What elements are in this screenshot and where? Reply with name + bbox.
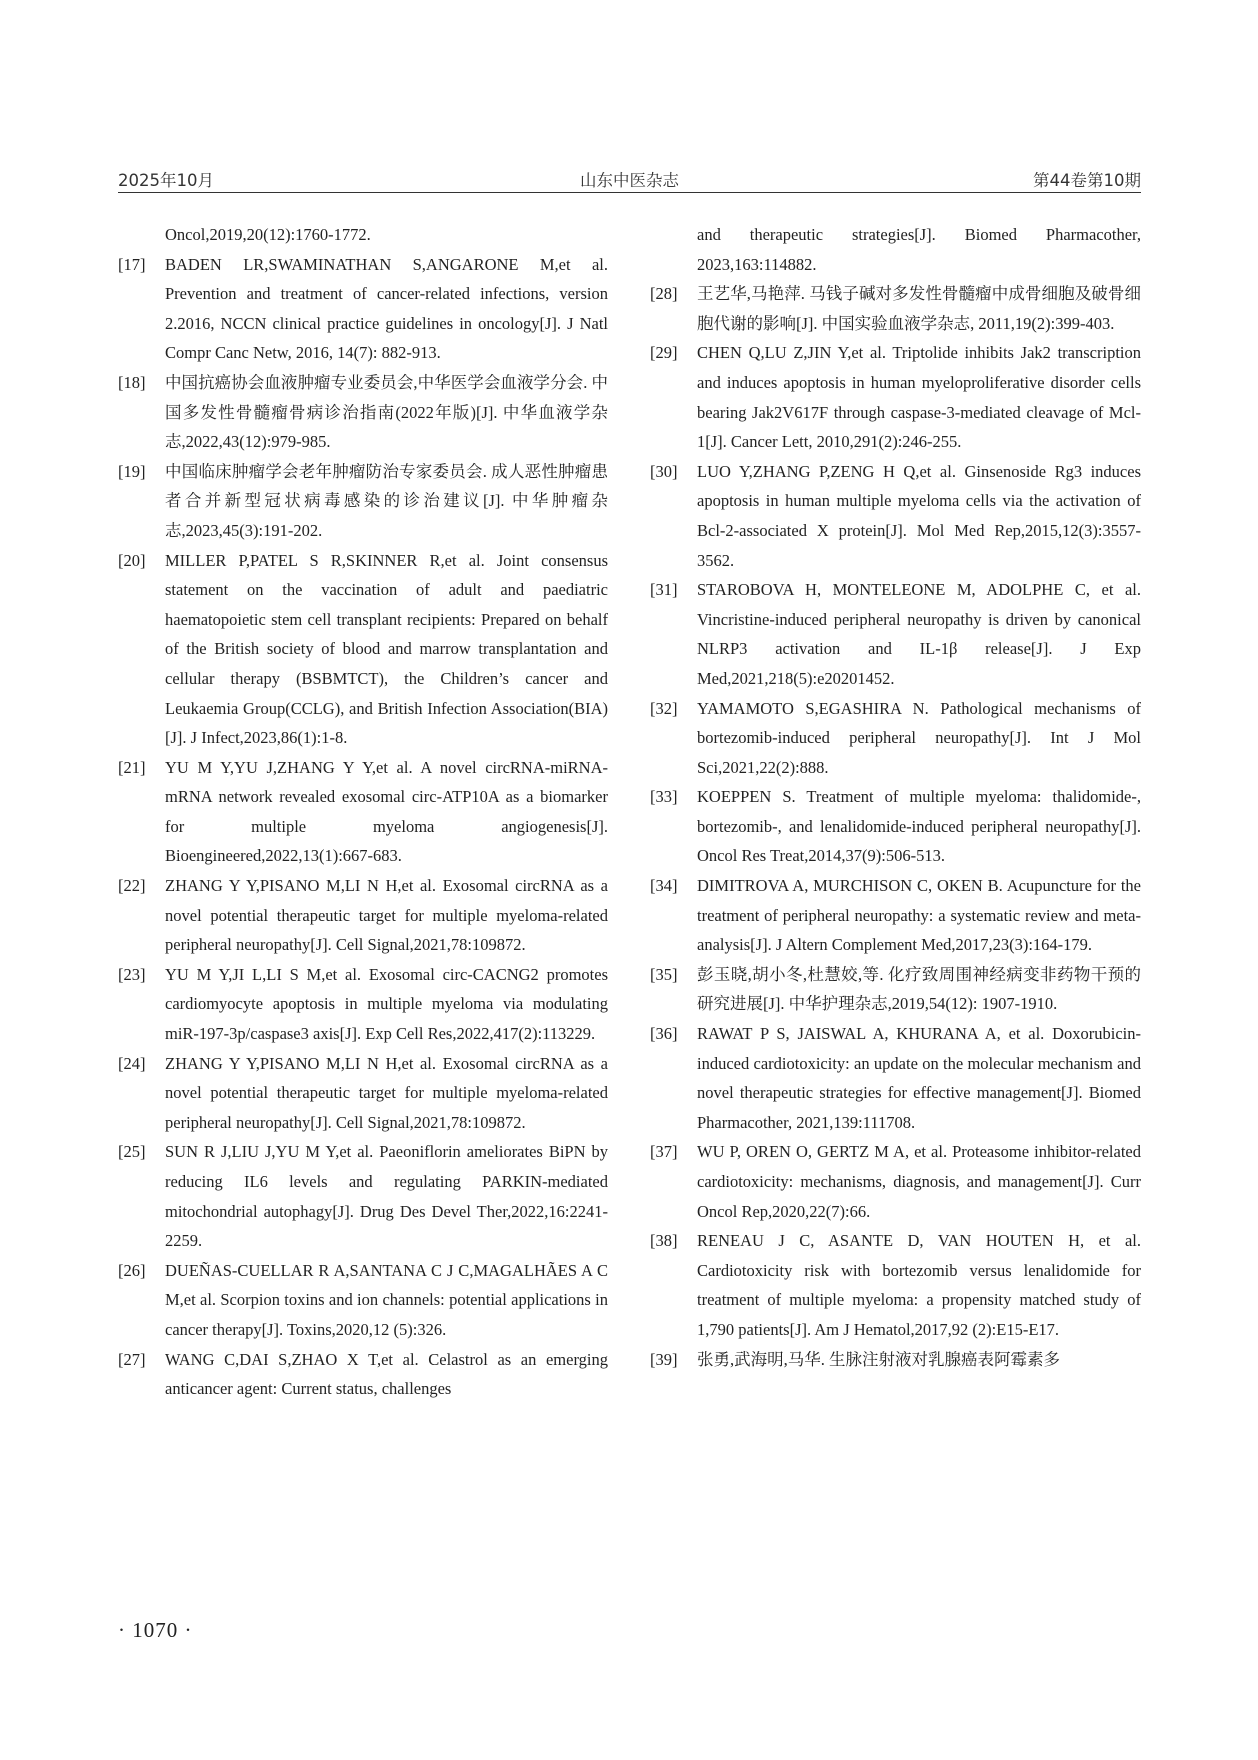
reference-item [650, 575, 1141, 693]
reference-number: [28] [650, 284, 678, 304]
reference-number: [20] [118, 550, 146, 570]
reference-number: [35] [650, 964, 678, 984]
reference-text: WU P, OREN O, GERTZ M A, et al. Proteasome inhibitor-related cardiotoxicity: mechanisms, diagnosis, and management[J]. Curr Oncol Rep,2020,22(7):66. [697, 1142, 1141, 1221]
reference-text: LUO Y,ZHANG P,ZENG H Q,et al. Ginsenoside Rg3 induces apoptosis in human multiple myeloma cells via the activation of Bcl-2-associated X protein[J]. Mol Med Rep,2015,12(3):3557-3562. [697, 461, 1141, 570]
reference-item [650, 338, 1141, 456]
reference-text: RENEAU J C, ASANTE D, VAN HOUTEN H, et al. Cardiotoxicity risk with bortezomib versus lenalidomide for treatment of multiple myeloma: a propensity matched study of 1,790 patients[J]. Am J Hematol,2017,92 (2):E15-E17. [697, 1231, 1141, 1339]
header-journal-title: 山东中医杂志 [580, 171, 679, 190]
reference-item [650, 1019, 1141, 1137]
reference-text: CHEN Q,LU Z,JIN Y,et al. Triptolide inhibits Jak2 transcription and induces apoptosis in human myeloproliferative disorder cells bearing Jak2V617F through caspase-3-mediated cleavage of Mcl-1[J]. Cancer Lett, 2010,291(2):246-255. [697, 343, 1141, 452]
header-volume-issue: 第44卷第10期 [1033, 171, 1141, 190]
reference-item [118, 457, 608, 546]
reference-number: [30] [650, 461, 678, 481]
reference-text: STAROBOVA H, MONTELEONE M, ADOLPHE C, et al. Vincristine-induced peripheral neuropathy is driven by canonical NLRP3 activation and IL-1β release[J]. J Exp Med,2021,218(5):e20201452. [697, 580, 1141, 688]
reference-item [118, 546, 608, 753]
reference-item [650, 694, 1141, 783]
reference-text: MILLER P,PATEL S R,SKINNER R,et al. Joint consensus statement on the vaccination of adult and paediatric haematopoietic stem cell transplant recipients: Prepared on behalf of the British society of blood and marrow transplantation and cellular therapy (BSBMTCT), the Children’s cancer and Leukaemia Group(CCLG), and British Infection Association(BIA) [J]. J Infect,2023,86(1):1-8. [165, 550, 608, 748]
reference-item [118, 1049, 608, 1138]
reference-number: [39] [650, 1349, 678, 1369]
reference-text: RAWAT P S, JAISWAL A, KHURANA A, et al. Doxorubicin-induced cardiotoxicity: an update on the molecular mechanism and novel therapeutic strategies for effective management[J]. Biomed Pharmacother, 2021,139:111708. [697, 1024, 1141, 1132]
reference-item [118, 1256, 608, 1345]
page-number: · 1070 · [118, 1618, 193, 1642]
reference-item [650, 279, 1141, 338]
reference-number: [25] [118, 1142, 146, 1162]
reference-text: 王艺华,马艳萍. 马钱子碱对多发性骨髓瘤中成骨细胞及破骨细胞代谢的影响[J]. 中国实验血液学杂志, 2011,19(2):399-403. [697, 284, 1141, 333]
reference-item [650, 1137, 1141, 1226]
reference-continuation [650, 220, 1141, 279]
reference-item [650, 457, 1141, 575]
reference-number: [38] [650, 1231, 678, 1251]
reference-item [118, 1345, 608, 1404]
reference-number: [31] [650, 580, 678, 600]
reference-text: YU M Y,JI L,LI S M,et al. Exosomal circ-CACNG2 promotes cardiomyocyte apoptosis in multiple myeloma via modulating miR-197-3p/caspase3 axis[J]. Exp Cell Res,2022,417(2):113229. [165, 964, 608, 1044]
reference-text: ZHANG Y Y,PISANO M,LI N H,et al. Exosomal circRNA as a novel potential therapeutic target for multiple myeloma-related peripheral neuropathy[J]. Cell Signal,2021,78:109872. [165, 876, 608, 955]
reference-item [650, 1226, 1141, 1344]
reference-continuation [118, 220, 608, 250]
reference-text: KOEPPEN S. Treatment of multiple myeloma: thalidomide-, bortezomib-, and lenalidomide-induced peripheral neuropathy[J]. Oncol Res Treat,2014,37(9):506-513. [697, 787, 1141, 866]
reference-text: BADEN LR,SWAMINATHAN S,ANGARONE M,et al. Prevention and treatment of cancer-related infections, version 2.2016, NCCN clinical practice guidelines in oncology[J]. J Natl Compr Canc Netw, 2016, 14(7): 882-913. [165, 254, 608, 363]
reference-number: [17] [118, 254, 146, 274]
reference-number: [21] [118, 757, 146, 777]
reference-item [118, 250, 608, 368]
reference-item [650, 782, 1141, 871]
reference-number: [32] [650, 698, 678, 718]
reference-item [118, 1137, 608, 1255]
reference-text: YAMAMOTO S,EGASHIRA N. Pathological mechanisms of bortezomib-induced peripheral neuropathy[J]. Int J Mol Sci,2021,22(2):888. [697, 698, 1141, 777]
right-column [650, 220, 1141, 1374]
left-column [118, 220, 608, 1404]
reference-text: ZHANG Y Y,PISANO M,LI N H,et al. Exosomal circRNA as a novel potential therapeutic target for multiple myeloma-related peripheral neuropathy[J]. Cell Signal,2021,78:109872. [165, 1053, 608, 1132]
reference-text: 中国临床肿瘤学会老年肿瘤防治专家委员会. 成人恶性肿瘤患者合并新型冠状病毒感染的诊治建议[J]. 中华肿瘤杂志,2023,45(3):191-202. [165, 461, 608, 540]
reference-text: 张勇,武海明,马华. 生脉注射液对乳腺癌表阿霉素多 [697, 1349, 1060, 1369]
reference-item [650, 1345, 1141, 1375]
reference-number: [34] [650, 876, 678, 896]
reference-number: [26] [118, 1260, 146, 1280]
reference-text: YU M Y,YU J,ZHANG Y Y,et al. A novel circRNA-miRNA-mRNA network revealed exosomal circ-ATP10A as a biomarker for multiple myeloma angiogenesis[J]. Bioengineered,2022,13(1):667-683. [165, 757, 608, 866]
reference-number: [33] [650, 787, 678, 807]
reference-text: SUN R J,LIU J,YU M Y,et al. Paeoniflorin ameliorates BiPN by reducing IL6 levels and regulating PARKIN-mediated mitochondrial autophagy[J]. Drug Des Devel Ther,2022,16:2241-2259. [165, 1142, 608, 1251]
reference-text: DUEÑAS-CUELLAR R A,SANTANA C J C,MAGALHÃES A C M,et al. Scorpion toxins and ion channels: potential applications in cancer therapy[J]. Toxins,2020,12 (5):326. [165, 1260, 608, 1339]
reference-text: Oncol,2019,20(12):1760-1772. [165, 225, 371, 244]
reference-number: [24] [118, 1053, 146, 1073]
reference-text: WANG C,DAI S,ZHAO X T,et al. Celastrol as an emerging anticancer agent: Current status, challenges [165, 1349, 608, 1399]
reference-number: [19] [118, 461, 146, 481]
reference-text: DIMITROVA A, MURCHISON C, OKEN B. Acupuncture for the treatment of peripheral neuropathy: a systematic review and meta-analysis[J]. J Altern Complement Med,2017,23(3):164-179. [697, 876, 1141, 955]
reference-number: [22] [118, 876, 146, 896]
reference-item [118, 753, 608, 871]
header-date: 2025年10月 [118, 171, 214, 190]
running-header [118, 162, 1141, 193]
reference-text: and therapeutic strategies[J]. Biomed Pharmacother, 2023,163:114882. [697, 225, 1141, 274]
reference-item [650, 960, 1141, 1019]
reference-number: [18] [118, 372, 146, 392]
reference-item [118, 871, 608, 960]
reference-number: [37] [650, 1142, 678, 1162]
reference-number: [23] [118, 964, 146, 984]
reference-item [650, 871, 1141, 960]
reference-number: [27] [118, 1349, 146, 1369]
reference-item [118, 960, 608, 1049]
reference-text: 彭玉晓,胡小冬,杜慧姣,等. 化疗致周围神经病变非药物干预的研究进展[J]. 中华护理杂志,2019,54(12): 1907-1910. [697, 964, 1141, 1014]
reference-number: [36] [650, 1024, 678, 1044]
reference-text: 中国抗癌协会血液肿瘤专业委员会,中华医学会血液学分会. 中国多发性骨髓瘤骨病诊治指南(2022年版)[J]. 中华血液学杂志,2022,43(12):979-985. [165, 372, 608, 452]
reference-item [118, 368, 608, 457]
reference-number: [29] [650, 343, 678, 363]
